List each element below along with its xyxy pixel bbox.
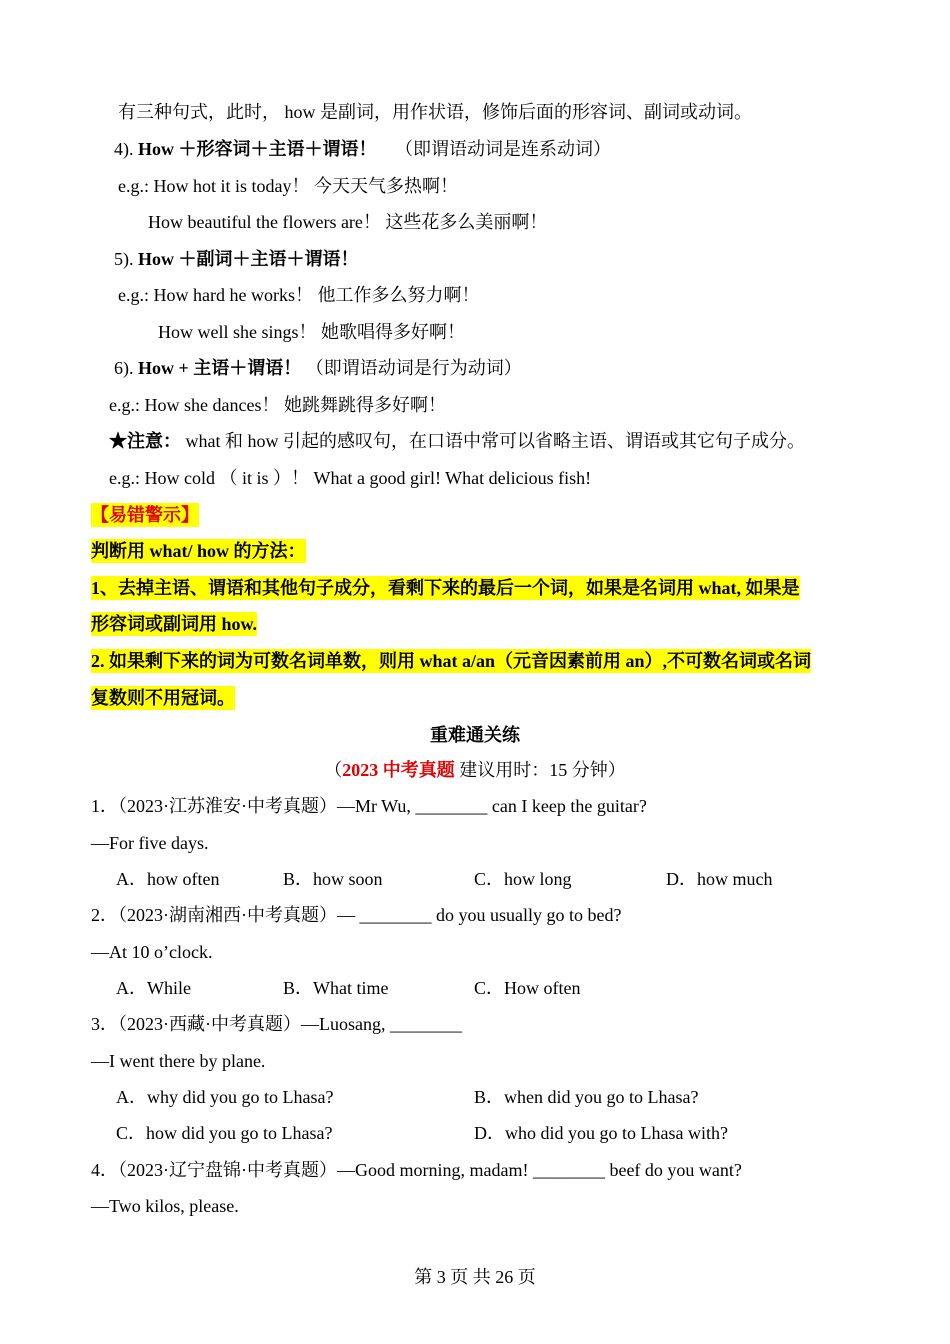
pattern-5-formula: How ＋副词＋主语＋谓语！: [138, 249, 359, 269]
question-2-stem: 2．（2023·湖南湘西·中考真题）— ________ do you usually go to bed?: [91, 905, 622, 925]
pattern-6-note: （即谓语动词是行为动词）: [305, 358, 522, 378]
warning-line-1: 判断用 what/ how 的方法：: [91, 541, 306, 561]
question-1-stem: 1．（2023·江苏淮安·中考真题）—Mr Wu, ________ can I keep the guitar?: [91, 796, 647, 816]
question-2-option-a[interactable]: A．While: [116, 978, 191, 998]
question-3-option-a[interactable]: A．why did you go to Lhasa?: [116, 1087, 334, 1107]
pattern-6-formula: How + 主语＋谓语！: [138, 358, 302, 378]
warning-title: 【易错警示】: [91, 505, 199, 525]
question-1-option-c[interactable]: C．how long: [474, 869, 572, 889]
subtitle-rest: 建议用时：15 分钟）: [454, 760, 626, 780]
warning-rule-1b: 形容词或副词用 how.: [91, 614, 258, 634]
question-4-stem: 4．（2023·辽宁盘锦·中考真题）—Good morning, madam! ________ beef do you want?: [91, 1160, 742, 1180]
question-3-stem: 3．（2023·西藏·中考真题）—Luosang, ________: [91, 1014, 462, 1034]
notice-label: ★注意：: [109, 431, 181, 451]
pattern-4-example-2: How beautiful the flowers are！ 这些花多么美丽啊！: [148, 212, 548, 232]
pattern-5-number: 5).: [114, 249, 134, 269]
question-1-option-a[interactable]: A．how often: [116, 869, 220, 889]
question-1-reply: —For five days.: [91, 833, 209, 853]
pattern-5-example-1: e.g.: How hard he works！ 他工作多么努力啊！: [118, 285, 480, 305]
notice: [109, 429, 805, 453]
pattern-6-number: 6).: [114, 358, 134, 378]
warning-rule-2b: 复数则不用冠词。: [91, 688, 235, 708]
practice-subtitle: [0, 758, 950, 782]
pattern-4-formula: How ＋形容词＋主语＋谓语！: [138, 139, 377, 159]
question-1-option-d[interactable]: D．how much: [666, 869, 773, 889]
subtitle-open-paren: （: [324, 760, 343, 780]
pattern-4-note: （即谓语动词是连系动词）: [395, 139, 611, 159]
practice-heading: 重难通关练: [430, 725, 520, 745]
pattern-4-example-1: e.g.: How hot it is today！ 今天天气多热啊！: [118, 176, 458, 196]
question-2-option-b[interactable]: B．What time: [283, 978, 389, 998]
question-4-reply: —Two kilos, please.: [91, 1196, 239, 1216]
question-3-option-c[interactable]: C．how did you go to Lhasa?: [116, 1123, 333, 1143]
question-2-option-c[interactable]: C．How often: [474, 978, 581, 998]
warning-rule-2a: 2. 如果剩下来的词为可数名词单数，则用 what a/an（元音因素前用 an）,不可数名词或名词: [91, 651, 812, 671]
pattern-4-number: 4).: [114, 139, 134, 159]
pattern-4: [114, 137, 611, 161]
notice-example: e.g.: How cold （ it is ）！ What a good girl! What delicious fish!: [109, 468, 592, 488]
intro-line: 有三种句式，此时， how 是副词，用作状语，修饰后面的形容词、副词或动词。: [118, 102, 752, 122]
notice-text: what 和 how 引起的感叹句，在口语中常可以省略主语、谓语或其它句子成分。: [185, 431, 805, 451]
question-2-reply: —At 10 o’clock.: [91, 942, 213, 962]
pattern-6-example-1: e.g.: How she dances！ 她跳舞跳得多好啊！: [109, 395, 446, 415]
question-3-option-b[interactable]: B．when did you go to Lhasa?: [474, 1087, 699, 1107]
warning-rule-1a: 1、去掉主语、谓语和其他句子成分，看剩下来的最后一个词，如果是名词用 what, 如果是: [91, 578, 800, 598]
question-1-option-b[interactable]: B．how soon: [283, 869, 383, 889]
question-3-reply: —I went there by plane.: [91, 1051, 266, 1071]
page-number: 第 3 页 共 26 页: [414, 1267, 536, 1287]
subtitle-red-label: 2023 中考真题: [342, 760, 455, 780]
pattern-5-example-2: How well she sings！ 她歌唱得多好啊！: [158, 322, 465, 342]
question-3-option-d[interactable]: D．who did you go to Lhasa with?: [474, 1123, 728, 1143]
pattern-6: [114, 356, 522, 380]
pattern-5: [114, 247, 359, 271]
